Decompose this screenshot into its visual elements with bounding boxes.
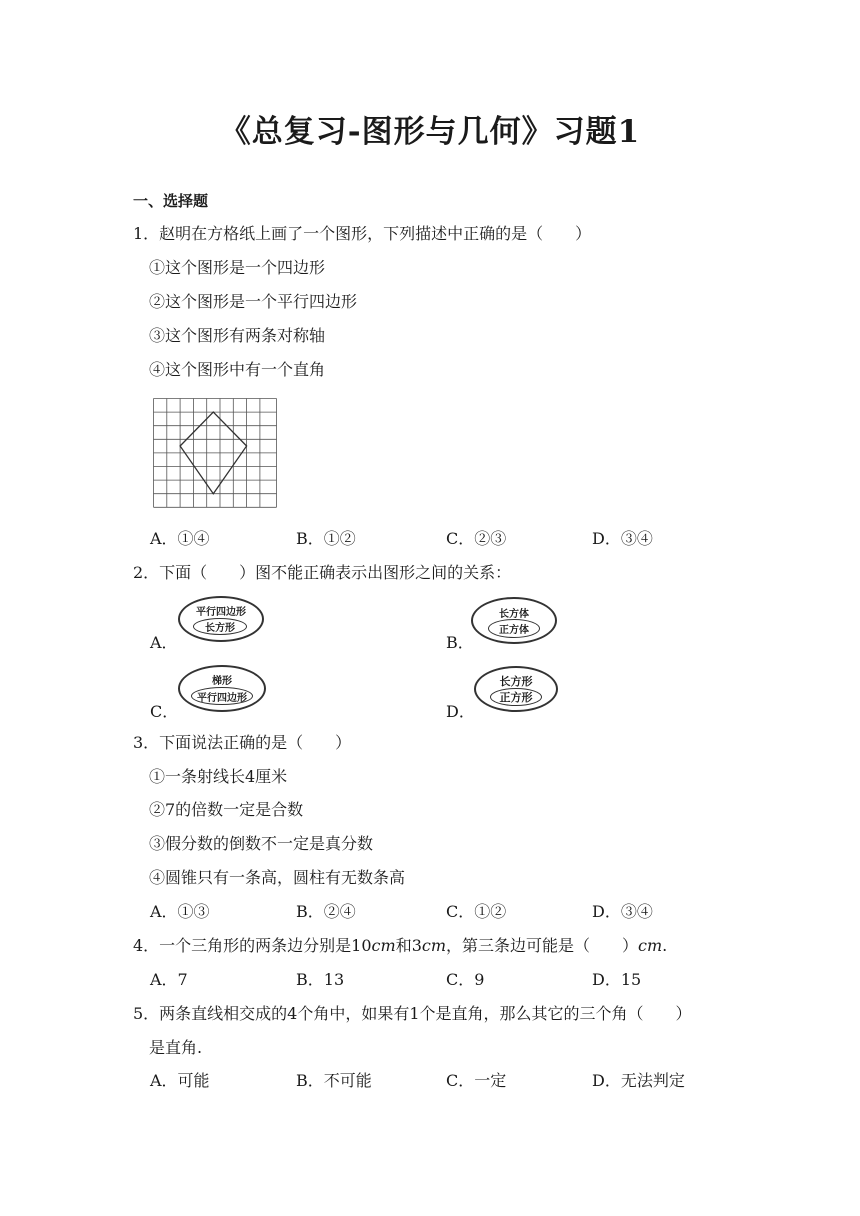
venn-inner-ellipse: 平行四边形 (191, 687, 253, 705)
venn-inner-ellipse: 正方形 (490, 688, 542, 706)
venn-outer-label: 平行四边形 (196, 607, 246, 618)
venn-outer-label: 长方体 (499, 609, 529, 620)
q1-grid-figure (153, 398, 277, 508)
venn-outer-label: 长方形 (499, 675, 533, 688)
q3-statement-2: ②7的倍数一定是合数 (149, 800, 304, 819)
q2-stem: 2．下面（ ）图不能正确表示出图形之间的关系： (133, 563, 512, 582)
q5-option-b[interactable]: B．不可能 (296, 1071, 372, 1090)
q2-option-b-label[interactable]: B． (446, 633, 474, 652)
q4-unit-1: cm (371, 936, 396, 955)
venn-inner-ellipse: 长方形 (193, 618, 247, 635)
q1-option-a[interactable]: A．①④ (150, 529, 210, 548)
q5-option-d[interactable]: D．无法判定 (592, 1071, 685, 1090)
q1-option-d[interactable]: D．③④ (592, 529, 653, 548)
q1-statement-2: ②这个图形是一个平行四边形 (149, 292, 358, 311)
q1-statement-4: ④这个图形中有一个直角 (149, 360, 326, 379)
q3-statement-4: ④圆锥只有一条高，圆柱有无数条高 (149, 868, 406, 887)
q1-option-b[interactable]: B．①② (296, 529, 356, 548)
q3-option-c[interactable]: C．①② (446, 902, 507, 921)
q4-unit-2: cm (421, 936, 447, 955)
q3-stem: 3．下面说法正确的是（ ） (133, 733, 352, 752)
venn-outer-label: 梯形 (212, 676, 232, 687)
q2-option-a-diagram[interactable] (178, 596, 264, 642)
venn-inner-ellipse: 正方体 (488, 619, 540, 638)
q4-stem-part-3: ，第三条边可能是（ ） (446, 936, 639, 955)
q4-option-a[interactable]: A．7 (150, 970, 188, 989)
q2-option-a-label[interactable]: A． (150, 633, 178, 652)
q4-stem-part-1: 4．一个三角形的两条边分别是10 (133, 936, 372, 955)
q3-option-b[interactable]: B．②④ (296, 902, 356, 921)
page-title: 《总复习-图形与几何》习题1 (219, 114, 641, 150)
q4-stem (133, 936, 667, 956)
q4-stem-end: . (662, 936, 668, 955)
q4-option-b[interactable]: B．13 (296, 970, 345, 989)
q5-option-c[interactable]: C．一定 (446, 1071, 507, 1090)
q3-statement-3: ③假分数的倒数不一定是真分数 (149, 834, 374, 853)
q1-stem: 1．赵明在方格纸上画了一个图形，下列描述中正确的是（ ） (133, 224, 592, 243)
q3-statement-1: ①一条射线长4厘米 (149, 767, 288, 786)
q2-option-d-label[interactable]: D． (446, 702, 475, 721)
q2-option-d-diagram[interactable] (474, 666, 558, 712)
q3-option-a[interactable]: A．①③ (150, 902, 210, 921)
section-heading-choice: 一、选择题 (133, 192, 209, 210)
q1-option-c[interactable]: C．②③ (446, 529, 507, 548)
q2-option-b-diagram[interactable] (471, 597, 557, 644)
q2-option-c-label[interactable]: C． (150, 702, 179, 721)
q1-statement-1: ①这个图形是一个四边形 (149, 258, 326, 277)
q5-option-a[interactable]: A．可能 (150, 1071, 210, 1090)
q4-option-d[interactable]: D．15 (592, 970, 642, 989)
q1-statement-3: ③这个图形有两条对称轴 (149, 326, 326, 345)
q4-stem-part-2: 和3 (395, 936, 422, 955)
q5-stem-line-1: 5．两条直线相交成的4个角中，如果有1个是直角，那么其它的三个角（ ） (133, 1004, 692, 1023)
q4-unit-3: cm (638, 936, 663, 955)
q4-option-c[interactable]: C．9 (446, 970, 485, 989)
q3-option-d[interactable]: D．③④ (592, 902, 653, 921)
q5-stem-line-2: 是直角. (149, 1038, 203, 1057)
q2-option-c-diagram[interactable] (178, 665, 266, 712)
